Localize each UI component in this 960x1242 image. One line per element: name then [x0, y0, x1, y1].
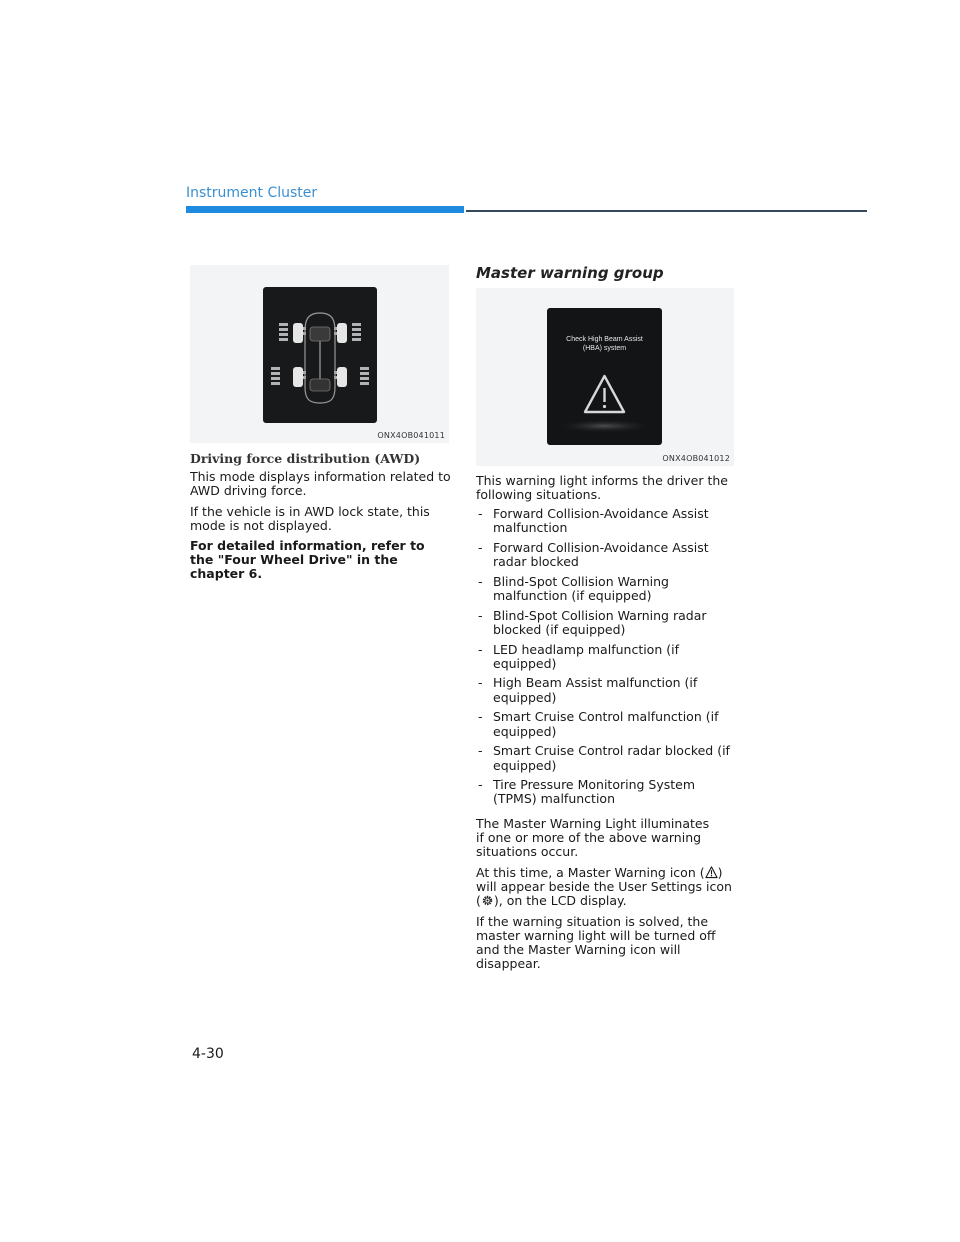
awd-para-reference: For detailed information, refer to the "Four Wheel Drive" in the chapter 6.: [190, 538, 425, 581]
warning-intro: This warning light informs the driver the following situations.: [476, 473, 728, 502]
list-item: - Blind-Spot Collision Warning malfunction (if equipped): [478, 573, 669, 604]
section-title: Instrument Cluster: [186, 185, 318, 201]
figure-code: ONX4OB041012: [662, 454, 730, 463]
list-item: - Smart Cruise Control radar blocked (if equipped): [478, 743, 730, 773]
illuminates-para: The Master Warning Light illuminates if one or more of the above warning situations occur.: [476, 816, 710, 859]
list-item: - Forward Collision-Avoidance Assist radar blocked: [478, 539, 709, 570]
page-number: 4-30: [192, 1046, 224, 1062]
header-rule-blue: [186, 206, 464, 213]
hba-figure: [476, 288, 734, 466]
gear-icon: [481, 894, 494, 907]
list-item: - Tire Pressure Monitoring System (TPMS) malfunction: [478, 777, 696, 807]
header-rule-gray: [466, 210, 867, 212]
list-item: - LED headlamp malfunction (if equipped): [478, 641, 679, 671]
list-item: - Smart Cruise Control malfunction (if equipped): [478, 709, 719, 739]
list-item: - High Beam Assist malfunction (if equipped): [478, 675, 698, 705]
warning-situation-list: [476, 507, 736, 812]
awd-para-1: This mode displays information related to AWD driving force.: [190, 469, 451, 498]
list-item: - Blind-Spot Collision Warning radar blocked (if equipped): [478, 607, 707, 637]
awd-para-2: If the vehicle is in AWD lock state, this mode is not displayed.: [190, 504, 430, 533]
hba-screen: [547, 308, 662, 445]
warning-triangle-icon: [705, 866, 718, 879]
warning-triangle-icon: [547, 368, 662, 438]
hba-screen-line2: (HBA) system: [582, 345, 627, 352]
icon-para: At this time, a Master Warning icon ( ) will appear beside the User Settings icon ( ), on the LCD display.: [476, 865, 732, 908]
solved-para: If the warning situation is solved, the master warning light will be turned off and the Master Warning icon will disappear.: [476, 914, 716, 971]
figure-code: ONX4OB041011: [377, 431, 445, 440]
awd-figure: [190, 265, 449, 443]
hba-screen-line1: Check High Beam Assist: [566, 336, 643, 343]
list-item: - Forward Collision-Avoidance Assist malfunction: [478, 506, 709, 536]
awd-heading: Driving force distribution (AWD): [190, 451, 421, 466]
master-warning-title: Master warning group: [476, 264, 664, 282]
awd-car-icon: [263, 287, 377, 423]
awd-screen: [263, 287, 377, 423]
